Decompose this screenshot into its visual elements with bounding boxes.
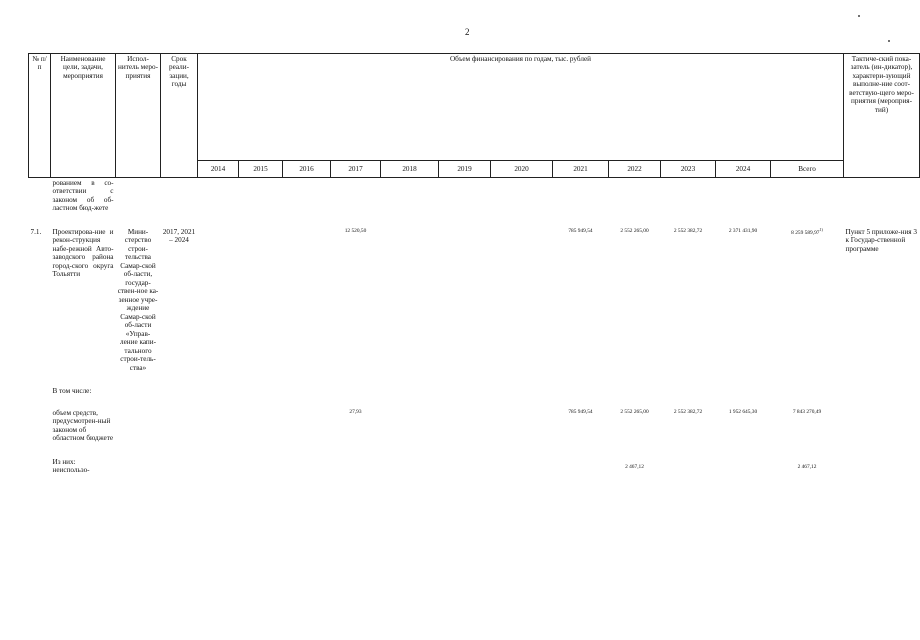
year-2021: 2021 [553, 161, 609, 178]
funds-2021: 785 949,54 [568, 408, 593, 415]
year-2014: 2014 [198, 161, 239, 178]
unused-total: 2 467,12 [797, 463, 817, 470]
table-row [29, 178, 920, 214]
year-2024: 2024 [716, 161, 771, 178]
header-name: Наименование цели, задачи, мероприятия [51, 54, 116, 178]
funds-2024: 1 952 645,30 [728, 408, 758, 415]
header-indicator: Тактиче-ский пока-затель (ин-дикатор), характери-зующий выполне-ние соот-ветствую-щего меро-приятия (мероприя-тий) [844, 54, 920, 178]
continuation-text: рованием в со-ответствии с законом об об-ластном бюд-жете [52, 179, 114, 213]
table-row [29, 397, 920, 444]
funds-2023: 2 552 382,72 [673, 408, 703, 415]
year-total: Всего [771, 161, 844, 178]
including-label: В том числе: [52, 387, 92, 396]
item-2021: 785 949,54 [568, 227, 593, 234]
item-period: 2017, 2021 – 2024 [162, 227, 196, 245]
year-2023: 2023 [661, 161, 716, 178]
item-2017: 12 520,50 [344, 227, 367, 234]
year-2018: 2018 [381, 161, 439, 178]
funds-2017: 27,93 [349, 408, 362, 415]
header-period: Срок реали-зации, годы [161, 54, 198, 178]
unused-2022: 2 467,12 [625, 463, 644, 470]
header-num: № п/п [29, 54, 51, 178]
item-indicator: Пункт 5 приложе-ния 3 к Государ-ственной программе [845, 227, 917, 253]
table-row [29, 373, 920, 396]
funds-total: 7 843 270,49 [792, 408, 822, 415]
year-2015: 2015 [239, 161, 283, 178]
unused-label: Из них: неиспользо- [52, 457, 90, 475]
year-2019: 2019 [439, 161, 491, 178]
funds-2022: 2 552 265,00 [620, 408, 649, 415]
table-row [29, 444, 920, 476]
item-total-note: 1) [819, 226, 823, 232]
year-2020: 2020 [491, 161, 553, 178]
scan-speck [888, 40, 890, 42]
header-funding: Объем финансирования по годам, тыс. рублей [198, 54, 844, 161]
year-2016: 2016 [283, 161, 331, 178]
item-name: Проектирова-ние и рекон-струкция набе-режной Авто-заводского района город-ского округа Тольятти [52, 227, 114, 279]
item-total [771, 214, 844, 373]
funding-table [28, 53, 920, 476]
item-2023: 2 552 382,72 [673, 227, 703, 234]
item-2024: 2 371 431,90 [728, 227, 758, 234]
item-total-value: 8 259 589,97 [791, 229, 820, 236]
item-number: 7.1. [30, 227, 42, 236]
scan-speck [858, 15, 860, 17]
page-number: 2 [465, 27, 470, 37]
year-2017: 2017 [331, 161, 381, 178]
table-row [29, 214, 920, 373]
item-executor: Мини-стерство строи-тельства Самар-ской об-ласти, государ-ствен-ное ка-зенное учре-ждение Самар-ской об-ласти «Управ-ление капи-тального строи-тель-ства» [117, 227, 159, 372]
header-executor: Испол-нитель меро-приятия [116, 54, 161, 178]
item-2022: 2 552 265,00 [620, 227, 649, 234]
funds-label: объем средств, предусмотрен-ный законом об областном бюджете [52, 408, 114, 443]
year-2022: 2022 [609, 161, 661, 178]
